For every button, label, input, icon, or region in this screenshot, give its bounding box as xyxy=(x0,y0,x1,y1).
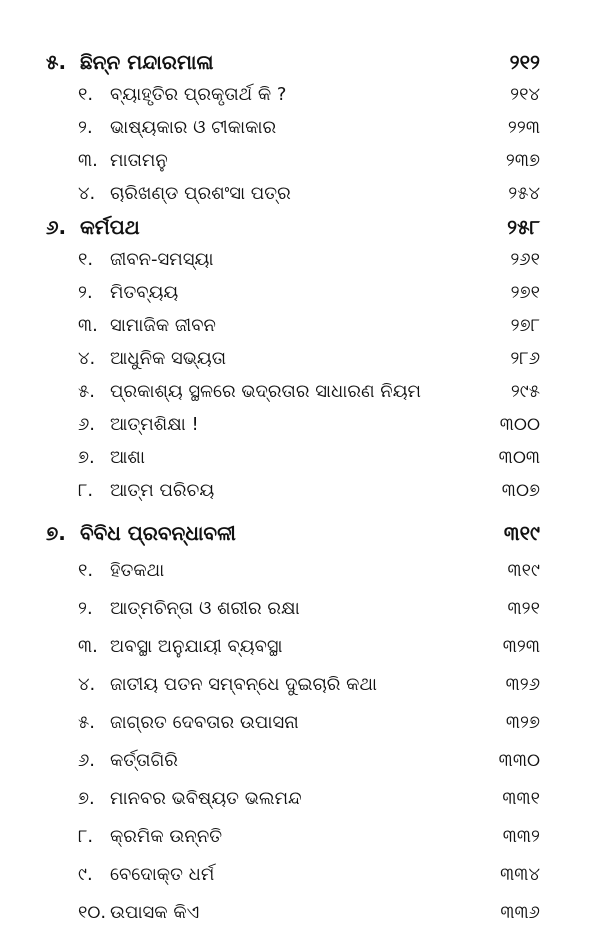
entry-page-number: ୩୨୧ xyxy=(507,598,540,619)
entry-page-number: ୩୩୪ xyxy=(500,864,540,885)
section-title: ଛିନ୍ନ ମନ୍ଦାରମାଳା xyxy=(80,50,214,74)
toc-entry xyxy=(0,898,600,928)
entry-title: ସାମାଜିକ ଜୀବନ xyxy=(110,315,216,336)
entry-page-number: ୩୧୯ xyxy=(507,560,540,581)
entry-title: ଅବସ୍ଥା ଅନୁଯାୟୀ ବ୍ୟବସ୍ଥା xyxy=(110,636,283,657)
toc-entry xyxy=(0,311,600,341)
entry-page-number: ୨୨୩ xyxy=(507,117,540,138)
toc-entry xyxy=(0,179,600,209)
entry-title: ଜୀବନ-ସମସ୍ୟା xyxy=(110,249,214,270)
section-page-number: ୨୧୨ xyxy=(509,50,540,74)
entry-page-number: ୨୫୪ xyxy=(508,183,540,204)
entry-number: ୮. xyxy=(78,480,94,501)
entry-number: ୩. xyxy=(78,315,98,336)
entry-title: ଆଧୁନିକ ସଭ୍ୟତା xyxy=(110,348,227,369)
toc-section xyxy=(0,212,600,242)
entry-page-number: ୨୬୧ xyxy=(510,249,540,270)
entry-number: ୨. xyxy=(78,282,93,303)
entry-page-number: ୩୩୦ xyxy=(498,750,540,771)
entry-title: ଆତ୍ମଶିକ୍ଷା ! xyxy=(110,414,199,435)
toc-entry xyxy=(0,670,600,700)
entry-title: କ୍ରମିକ ଉନ୍ନତି xyxy=(110,826,223,847)
entry-number: ୪. xyxy=(78,183,96,204)
entry-page-number: ୩୩୧ xyxy=(502,788,540,809)
toc-section xyxy=(0,518,600,548)
toc-entry xyxy=(0,344,600,374)
entry-title: ମିତବ୍ୟୟ xyxy=(110,282,179,303)
toc-entry xyxy=(0,113,600,143)
entry-number: ୩. xyxy=(78,636,98,657)
entry-number: ୬. xyxy=(78,750,96,771)
entry-title: ଆତ୍ମ ପରିଚୟ xyxy=(110,480,215,501)
toc-entry xyxy=(0,410,600,440)
entry-number: ୮. xyxy=(78,826,94,847)
entry-number: ୭. xyxy=(78,447,95,468)
entry-title: ହିତକଥା xyxy=(110,560,165,581)
entry-number: ୯. xyxy=(78,864,93,885)
entry-number: ୫. xyxy=(78,381,95,402)
toc-entry xyxy=(0,708,600,738)
entry-number: ୧. xyxy=(78,84,94,105)
entry-number: ୪. xyxy=(78,348,96,369)
entry-page-number: ୨୮୬ xyxy=(510,348,540,369)
entry-title: ବେଦୋକ୍ତ ଧର୍ମ xyxy=(110,864,215,885)
entry-page-number: ୩୩୬ xyxy=(500,902,540,923)
entry-page-number: ୨୯୫ xyxy=(510,381,540,402)
entry-number: ୪. xyxy=(78,674,96,695)
entry-page-number: ୨୭୧ xyxy=(510,282,540,303)
toc-entry xyxy=(0,632,600,662)
entry-page-number: ୩୨୬ xyxy=(505,674,540,695)
toc-entry xyxy=(0,860,600,890)
section-number: ୭. xyxy=(46,521,66,545)
section-page-number: ୨୫୮ xyxy=(507,215,540,239)
toc-entry xyxy=(0,594,600,624)
entry-title: ଜାଗ୍ରତ ଦେବତାର ଉପାସନା xyxy=(110,712,299,733)
entry-title: ଉପାସକ କିଏ xyxy=(110,902,200,923)
entry-page-number: ୨୧୪ xyxy=(510,84,540,105)
entry-number: ୫. xyxy=(78,712,95,733)
entry-number: ୨. xyxy=(78,117,93,138)
entry-title: ଚାରିଖଣ୍ଡ ପ୍ରଶଂସା ପତ୍ର xyxy=(110,183,291,204)
entry-number: ୧. xyxy=(78,560,94,581)
entry-title: ମାତାମନୁ xyxy=(110,150,168,171)
entry-number: ୧୦. xyxy=(78,902,107,923)
entry-number: ୨. xyxy=(78,598,93,619)
entry-page-number: ୩୨୭ xyxy=(505,712,540,733)
toc-entry xyxy=(0,245,600,275)
toc-entry xyxy=(0,822,600,852)
entry-number: ୧. xyxy=(78,249,94,270)
entry-title: ମାନବର ଭବିଷ୍ୟତ ଭଲମନ୍ଦ xyxy=(110,788,302,809)
toc-entry xyxy=(0,556,600,586)
section-title: କର୍ମପଥ xyxy=(80,215,140,239)
entry-title: କର୍ତ୍ତାଗିରି xyxy=(110,750,178,771)
entry-page-number: ୩୦୩ xyxy=(498,447,540,468)
toc-entry xyxy=(0,377,600,407)
entry-title: ପ୍ରକାଶ୍ୟ ସ୍ଥଳରେ ଭଦ୍ରତାର ସାଧାରଣ ନିୟମ xyxy=(110,381,422,402)
entry-page-number: ୨୩୭ xyxy=(505,150,540,171)
entry-number: ୭. xyxy=(78,788,95,809)
toc-entry xyxy=(0,278,600,308)
entry-title: ଆଶା xyxy=(110,447,145,468)
section-number: ୬. xyxy=(46,215,67,239)
toc-entry xyxy=(0,80,600,110)
entry-page-number: ୨୭୮ xyxy=(510,315,540,336)
toc-entry xyxy=(0,746,600,776)
entry-title: ଭାଷ୍ୟକାର ଓ ଟୀକାକାର xyxy=(110,117,277,138)
toc-section xyxy=(0,47,600,77)
section-title: ବିବିଧ ପ୍ରବନ୍ଧାବଳୀ xyxy=(80,521,236,545)
section-page-number: ୩୧୯ xyxy=(503,521,540,545)
entry-title: ଆତ୍ମଚିନ୍ତା ଓ ଶରୀର ରକ୍ଷା xyxy=(110,598,300,619)
toc-entry xyxy=(0,476,600,506)
entry-page-number: ୩୨୩ xyxy=(502,636,540,657)
toc-entry xyxy=(0,784,600,814)
entry-title: ବ୍ୟାହୃତିର ପ୍ରକୃତାର୍ଥ କି ? xyxy=(110,84,287,105)
entry-page-number: ୩୩୨ xyxy=(502,826,540,847)
toc-entry xyxy=(0,443,600,473)
entry-number: ୬. xyxy=(78,414,96,435)
entry-number: ୩. xyxy=(78,150,98,171)
toc-entry xyxy=(0,146,600,176)
entry-page-number: ୩୦୭ xyxy=(501,480,540,501)
entry-page-number: ୩୦୦ xyxy=(499,414,540,435)
section-number: ୫. xyxy=(46,50,67,74)
entry-title: ଜାତୀୟ ପତନ ସମ୍ବନ୍ଧେ ଦୁଇଚାରି କଥା xyxy=(110,674,378,695)
